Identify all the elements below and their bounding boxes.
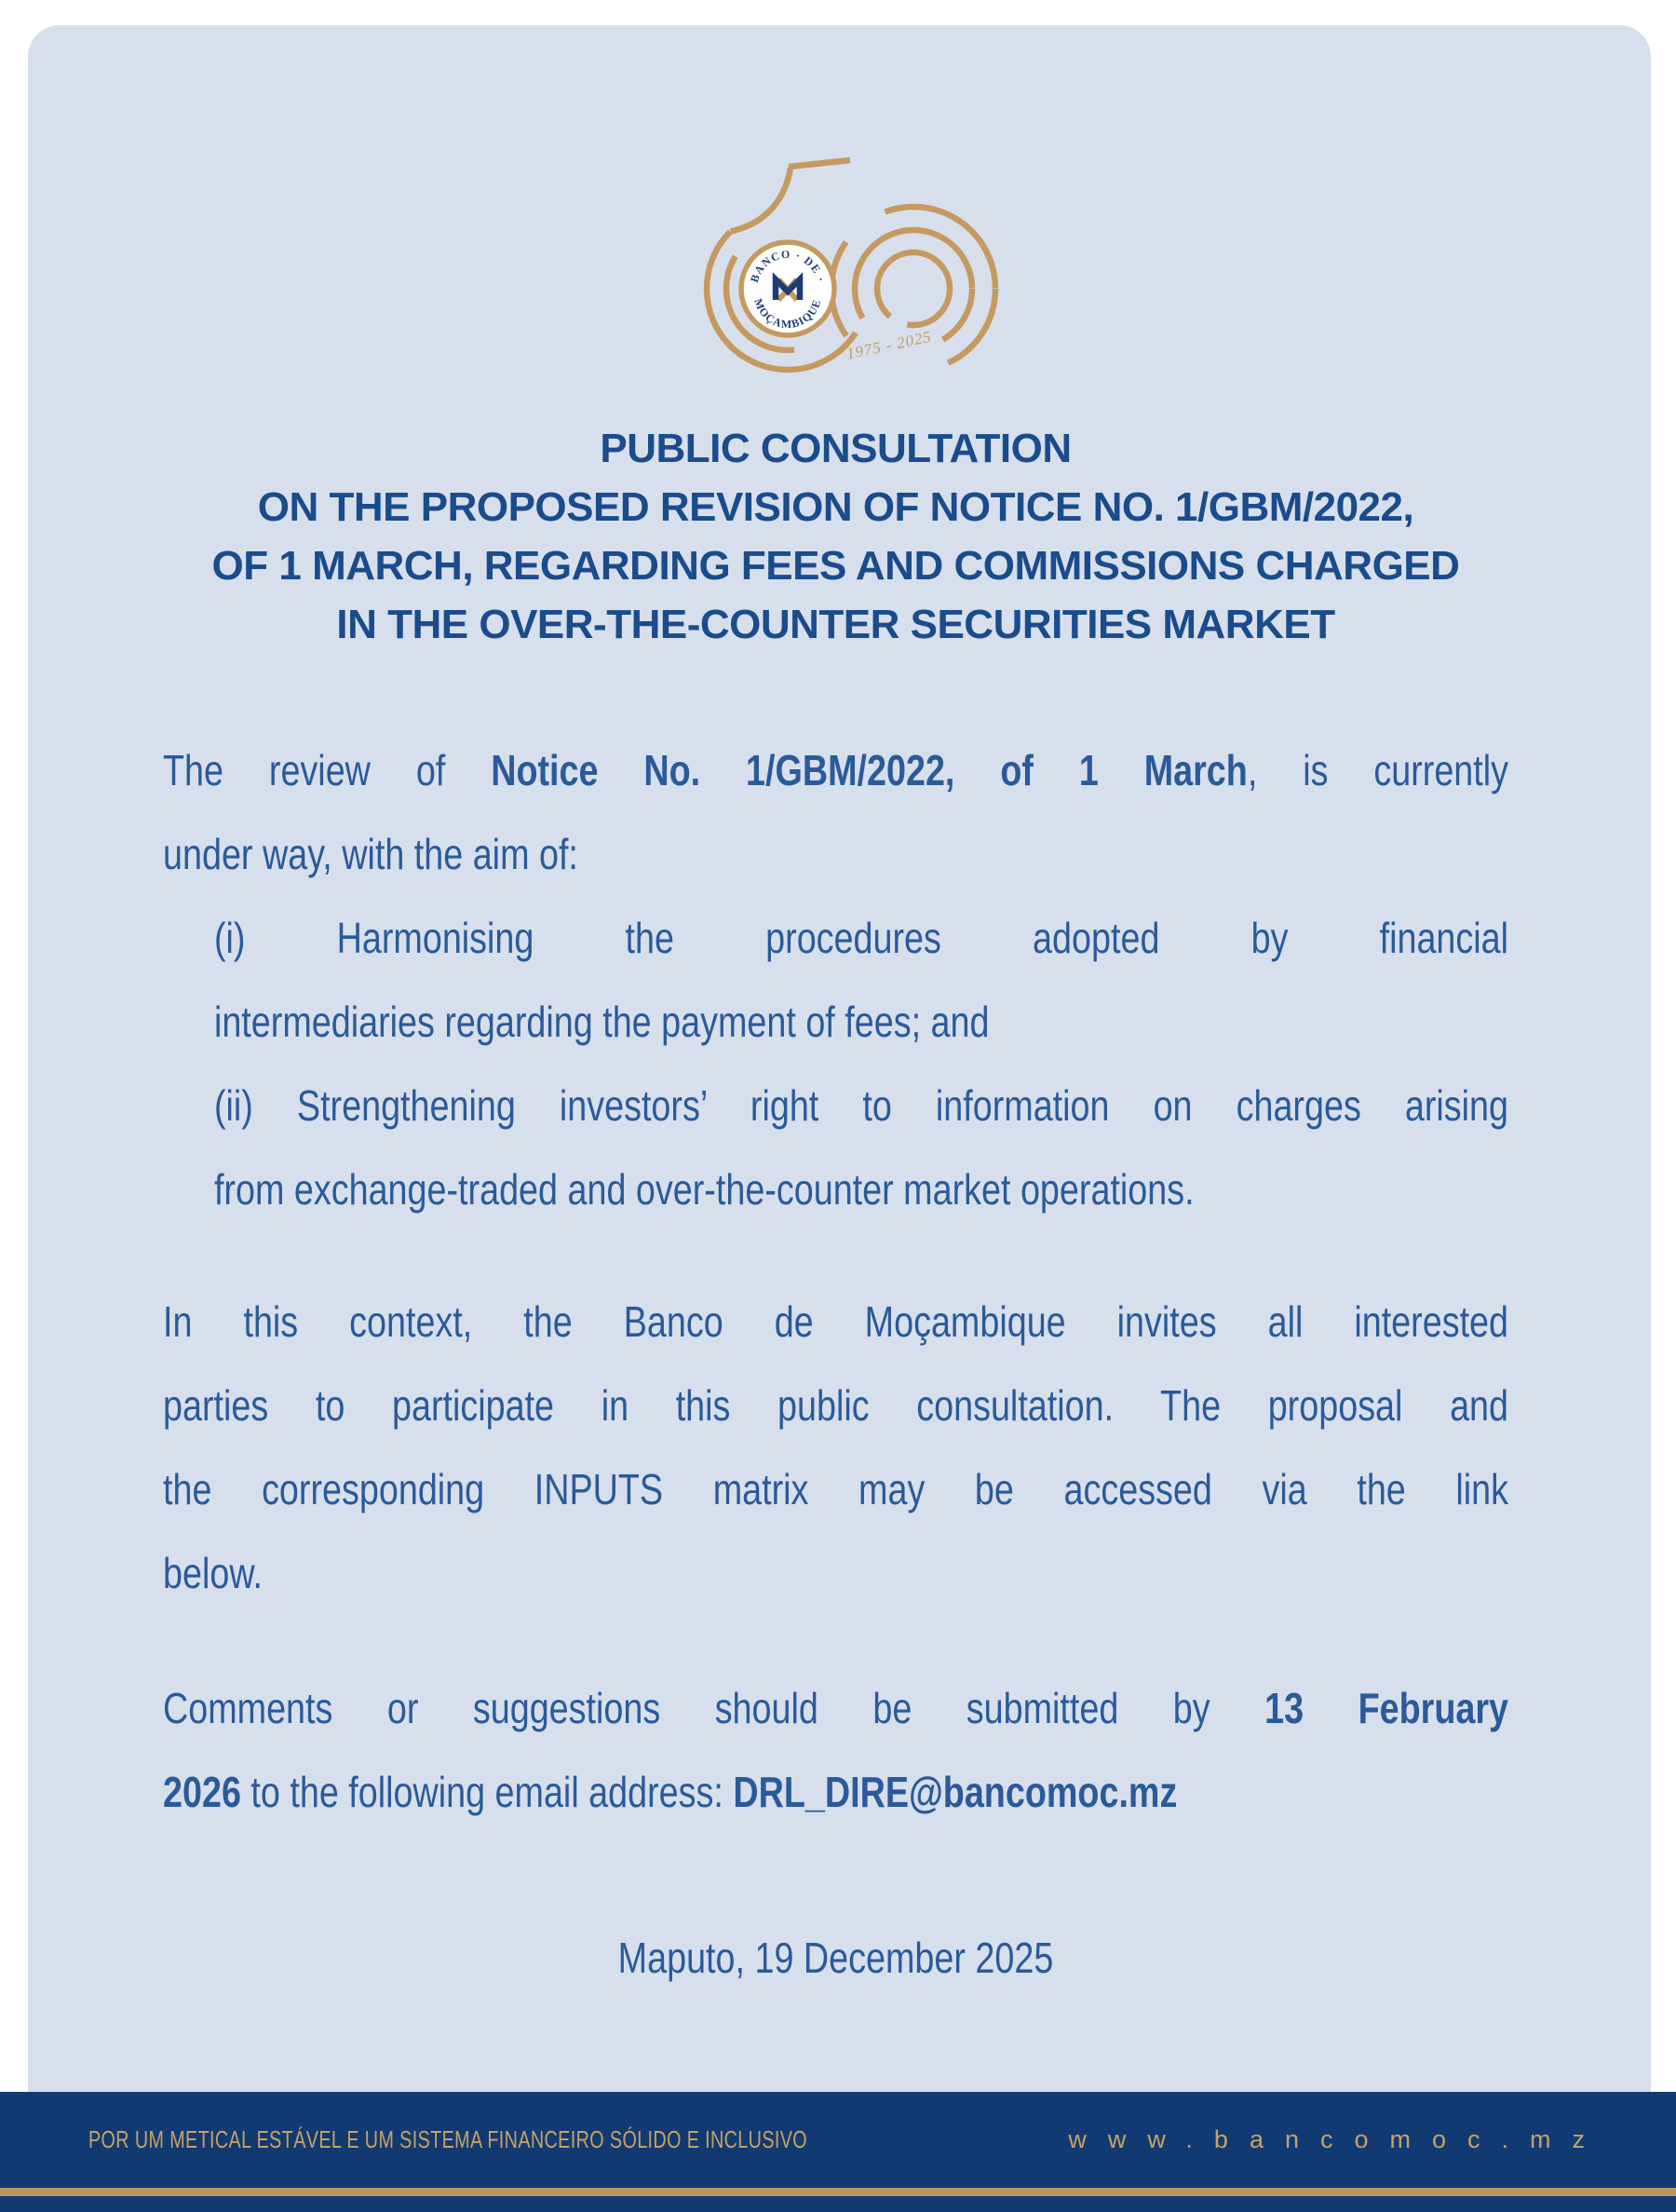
anniversary-years: 1975 - 2025 (844, 327, 933, 363)
text-line: The review of Notice No. 1/GBM/2022, of 1 March, is currently (163, 746, 1509, 794)
seal-text-bottom: MOÇAMBIQUE (750, 296, 824, 332)
paragraph-deadline (163, 1666, 1508, 1834)
text-line: In this context, the Banco de Moçambique invites all interested (163, 1297, 1509, 1346)
paragraph-intro (163, 728, 1508, 896)
body-text (163, 728, 1508, 1834)
title-line: OF 1 MARCH, REGARDING FEES AND COMMISSIONS CHARGED (211, 543, 1460, 589)
bank-seal (741, 242, 834, 335)
text-line: intermediaries regarding the payment of fees; and (213, 997, 990, 1046)
footer-website: www.bancomoc.mz (1068, 2125, 1606, 2153)
footer-bar (0, 2092, 1676, 2212)
text-line: parties to participate in this public consultation. The proposal and (163, 1381, 1509, 1430)
gold-divider (0, 2188, 1676, 2196)
title-line: IN THE OVER-THE-COUNTER SECURITIES MARKET (336, 602, 1335, 647)
paragraph-invitation (163, 1280, 1508, 1615)
page-title (163, 419, 1508, 654)
text-line: Comments or suggestions should be submitted by 13 February (163, 1684, 1509, 1732)
text-line: (i) Harmonising the procedures adopted by financial (213, 914, 1509, 962)
seal-text-top: BANCO · DE · (747, 247, 828, 284)
text-line: below. (163, 1549, 263, 1597)
text-line: the corresponding INPUTS matrix may be accessed via the link (163, 1465, 1509, 1513)
date-line: Maputo, 19 December 2025 (617, 1934, 1054, 1982)
title-line: ON THE PROPOSED REVISION OF NOTICE NO. 1/GBM/2022, (257, 484, 1414, 530)
anniversary-50-logo (699, 140, 1016, 378)
text-line: (ii) Strengthening investors’ right to information on charges arising (213, 1081, 1509, 1130)
text-line: under way, with the aim of: (163, 830, 578, 878)
text-line: 2026 to the following email address: DRL_DIRE@bancomoc.mz (163, 1768, 1178, 1816)
notice-card (28, 25, 1651, 2092)
text-line: from exchange-traded and over-the-counter market operations. (213, 1165, 1195, 1214)
notice-content (28, 140, 1651, 2000)
footer-row (0, 2092, 1676, 2188)
list-item-i (163, 896, 1508, 1064)
list-item-ii (163, 1064, 1508, 1231)
title-line: PUBLIC CONSULTATION (600, 426, 1072, 471)
footer-slogan: POR UM METICAL ESTÁVEL E UM SISTEMA FINANCEIRO SÓLIDO E INCLUSIVO (88, 2125, 808, 2153)
